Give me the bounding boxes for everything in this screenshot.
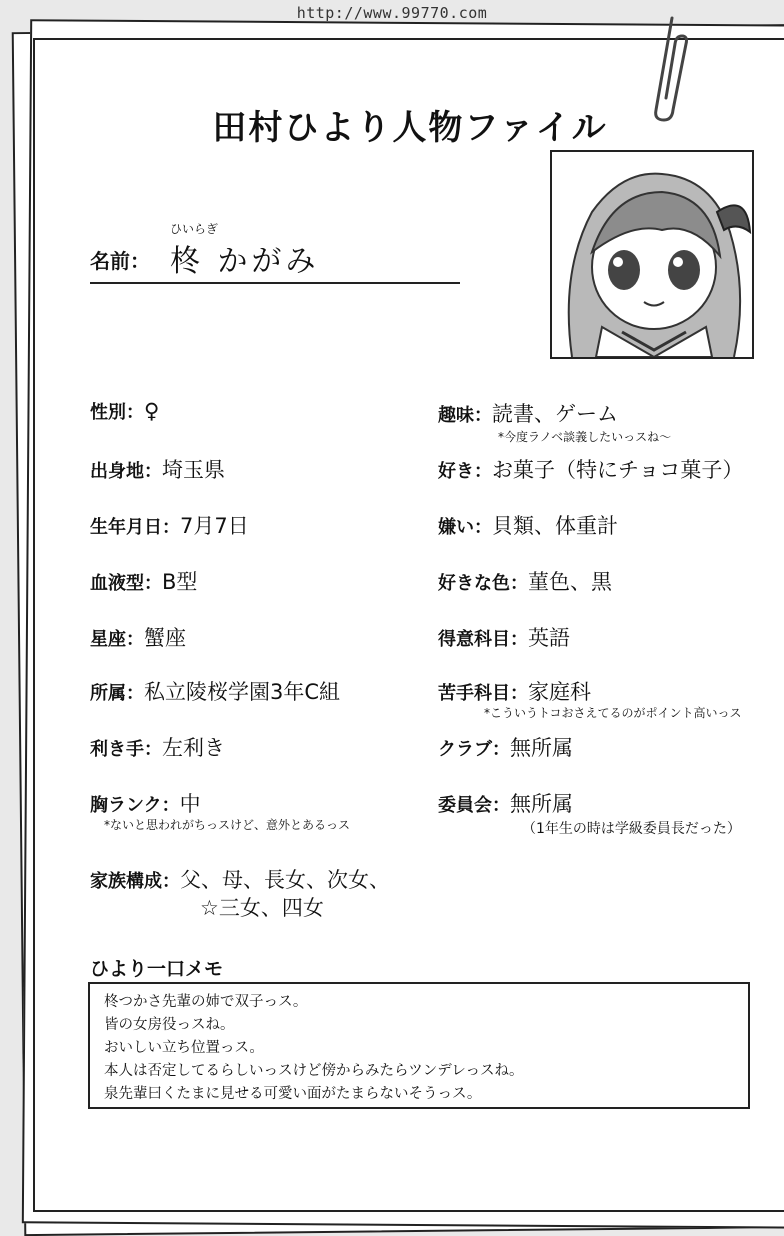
field-likes: 好き：お菓子（特にチョコ菓子） <box>438 458 744 482</box>
field-committee: 委員会：無所属 <box>438 792 573 816</box>
character-portrait <box>550 150 754 359</box>
name-row <box>90 220 460 284</box>
field-dislikes: 嫌い：貝類、体重計 <box>438 514 618 538</box>
hobby-note: *今度ラノベ談義したいっスね～ <box>498 430 672 444</box>
memo-line: 柊つかさ先輩の姉で双子っス。 <box>104 994 308 1010</box>
field-favorite-color: 好きな色：菫色、黒 <box>438 570 612 594</box>
memo-box <box>88 982 750 1109</box>
chibi-girl-image <box>552 152 752 357</box>
committee-note: （1年生の時は学級委員長だった） <box>522 821 741 837</box>
field-chest-rank: 胸ランク：中 <box>90 792 201 816</box>
page-title: 田村ひより人物ファイル <box>212 108 608 148</box>
memo-title: ひより一口メモ <box>90 958 224 980</box>
name-ruby: ひいらぎ <box>170 222 219 236</box>
name-value: 柊 かがみ <box>170 244 320 279</box>
field-hobby: 趣味：読書、ゲーム <box>438 402 618 426</box>
chest-rank-note: *ないと思われがちっスけど、意外とあるっス <box>104 818 351 832</box>
memo-line: おいしい立ち位置っス。 <box>104 1040 264 1056</box>
field-blood-type: 血液型：B型 <box>90 570 198 594</box>
field-affiliation: 所属：私立陵桜学園3年C組 <box>90 680 341 704</box>
field-best-subject: 得意科目：英語 <box>438 626 570 650</box>
field-worst-subject: 苦手科目：家庭科 <box>438 680 591 704</box>
memo-line: 本人は否定してるらしいっスけど傍からみたらツンデレっスね。 <box>104 1063 524 1079</box>
watermark: http://www.99770.com <box>296 4 488 22</box>
field-zodiac: 星座：蟹座 <box>90 626 186 650</box>
memo-line: 皆の女房役っスね。 <box>104 1017 235 1033</box>
field-gender: 性別：♀ <box>90 399 160 423</box>
field-family: 家族構成：父、母、長女、次女、 <box>90 868 390 892</box>
field-club: クラブ：無所属 <box>438 736 573 760</box>
family-line-2: ☆三女、四女 <box>200 896 324 920</box>
field-birthplace: 出身地：埼玉県 <box>90 458 225 482</box>
field-birthday: 生年月日：7月7日 <box>90 514 249 538</box>
worst-subject-note: *こういうトコおさえてるのがポイント高いっス <box>484 706 742 720</box>
field-handedness: 利き手：左利き <box>90 736 225 760</box>
name-label: 名前： <box>90 249 150 273</box>
memo-line: 泉先輩曰くたまに見せる可愛い面がたまらないそうっス。 <box>104 1086 482 1102</box>
